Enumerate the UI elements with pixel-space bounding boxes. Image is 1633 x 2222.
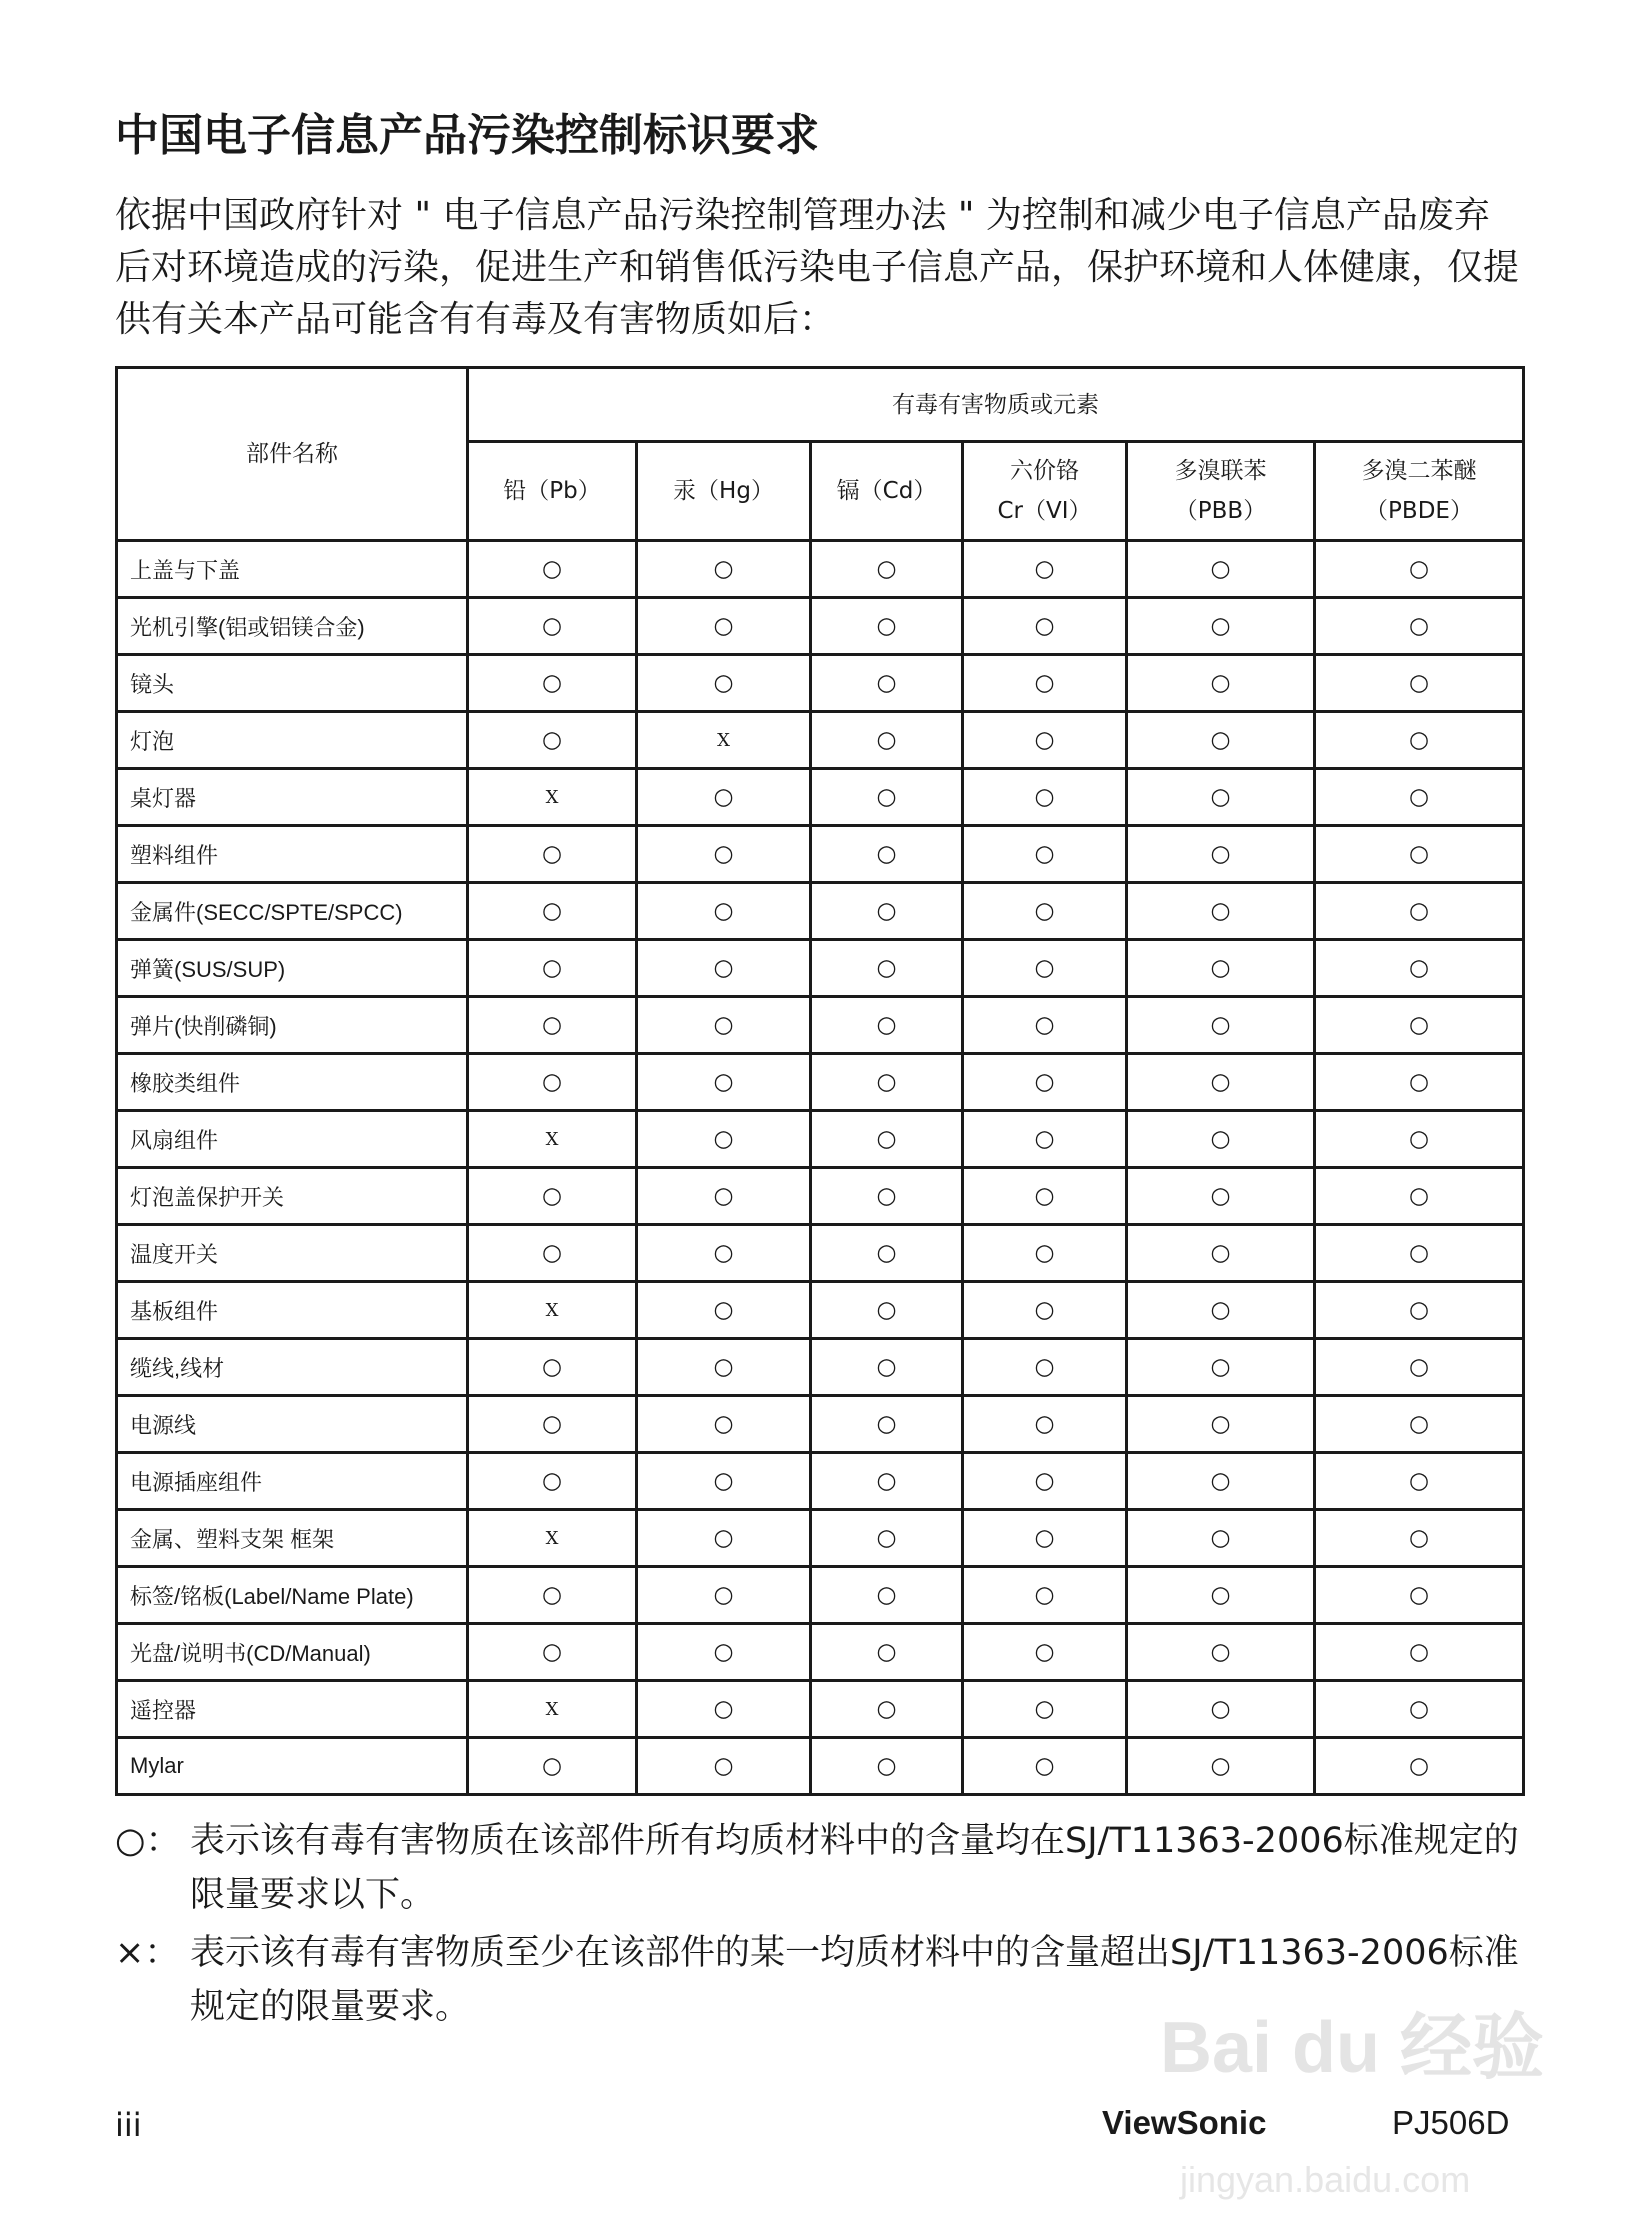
table-row <box>117 1681 1524 1738</box>
substance-cell: ○ <box>468 1567 637 1624</box>
substance-cell: ○ <box>1127 1453 1315 1510</box>
substance-cell: ○ <box>963 655 1127 712</box>
substance-cell: ○ <box>468 940 637 997</box>
legend-notes <box>115 1814 1522 2034</box>
part-name-cell: 温度开关 <box>117 1225 468 1282</box>
substance-cell: ○ <box>963 1738 1127 1795</box>
column-header <box>468 442 637 541</box>
part-name-cell: 电源线 <box>117 1396 468 1453</box>
substance-cell: ○ <box>1315 1738 1524 1795</box>
column-header <box>963 442 1127 541</box>
substance-cell: ○ <box>963 940 1127 997</box>
part-name-cell: 弹片(快削磷铜) <box>117 997 468 1054</box>
substance-cell: ○ <box>637 1453 811 1510</box>
part-name-cell: 弹簧(SUS/SUP) <box>117 940 468 997</box>
substance-cell: ○ <box>468 826 637 883</box>
note-text: 表示该有毒有害物质至少在该部件的某一均质材料中的含量超出SJ/T11363-2006标准规定的限量要求。 <box>190 1933 1519 2027</box>
table-row <box>117 1339 1524 1396</box>
substance-cell: X <box>468 769 637 826</box>
table-row <box>117 1738 1524 1795</box>
part-name-cell: 桌灯器 <box>117 769 468 826</box>
substance-cell: ○ <box>1127 997 1315 1054</box>
substance-cell: ○ <box>637 1567 811 1624</box>
substance-cell: ○ <box>468 598 637 655</box>
column-header <box>1127 442 1315 541</box>
table-row <box>117 769 1524 826</box>
substance-cell: ○ <box>963 1624 1127 1681</box>
substance-cell: ○ <box>1315 883 1524 940</box>
table-row <box>117 1282 1524 1339</box>
substance-cell: ○ <box>811 598 963 655</box>
intro-paragraph: 依据中国政府针对 " 电子信息产品污染控制管理办法 " 为控制和减少电子信息产品废弃后对环境造成的污染，促进生产和销售低污染电子信息产品，保护环境和人体健康，仅提供有关本产品可能含有有毒及有害物质如后： <box>115 195 1520 340</box>
substance-cell: X <box>468 1282 637 1339</box>
table-row <box>117 1510 1524 1567</box>
table-row <box>117 541 1524 598</box>
baidu-watermark-logo: Bai du 经验 <box>1160 2008 1545 2088</box>
table-row <box>117 826 1524 883</box>
substance-cell: ○ <box>963 997 1127 1054</box>
column-header-line1: 多溴联苯 <box>1174 458 1267 484</box>
substance-cell: ○ <box>811 712 963 769</box>
substance-cell: X <box>468 1111 637 1168</box>
substance-cell: ○ <box>637 1225 811 1282</box>
substance-cell: ○ <box>468 1168 637 1225</box>
table-row <box>117 1111 1524 1168</box>
column-header <box>637 442 811 541</box>
model-name: PJ506D <box>1392 2104 1510 2141</box>
substance-cell: ○ <box>1127 1054 1315 1111</box>
part-name-header: 部件名称 <box>117 368 468 541</box>
table-row <box>117 1054 1524 1111</box>
column-header <box>811 442 963 541</box>
substance-cell: ○ <box>637 1054 811 1111</box>
substance-cell: ○ <box>1127 712 1315 769</box>
substance-cell: ○ <box>1127 1567 1315 1624</box>
column-header-line2: Cr（VI） <box>997 498 1092 524</box>
substance-cell: ○ <box>1127 1225 1315 1282</box>
note-circle <box>115 1814 1522 1922</box>
substance-cell: ○ <box>1127 1738 1315 1795</box>
substance-cell: ○ <box>811 1453 963 1510</box>
column-header-line1: 镉（Cd） <box>836 478 937 504</box>
substance-cell: ○ <box>811 1339 963 1396</box>
substance-cell: ○ <box>811 883 963 940</box>
substance-cell: ○ <box>1127 940 1315 997</box>
substance-cell: ○ <box>637 1738 811 1795</box>
substance-cell: ○ <box>637 883 811 940</box>
substance-cell: ○ <box>811 1510 963 1567</box>
table-row <box>117 1567 1524 1624</box>
note-text: 表示该有毒有害物质在该部件所有均质材料中的含量均在SJ/T11363-2006标准规定的限量要求以下。 <box>190 1821 1519 1915</box>
substance-cell: ○ <box>963 712 1127 769</box>
hazardous-substances-table <box>115 366 1525 1796</box>
column-header <box>1315 442 1524 541</box>
substance-cell: ○ <box>637 940 811 997</box>
table-row <box>117 712 1524 769</box>
substance-cell: ○ <box>1127 1396 1315 1453</box>
substance-cell: ○ <box>1315 826 1524 883</box>
substance-cell: ○ <box>1315 1510 1524 1567</box>
substance-cell: ○ <box>637 1168 811 1225</box>
cross-symbol: ×： <box>115 1933 180 1973</box>
substance-cell: ○ <box>637 1624 811 1681</box>
part-name-cell: 塑料组件 <box>117 826 468 883</box>
substance-cell: ○ <box>811 1225 963 1282</box>
substance-cell: ○ <box>1315 1111 1524 1168</box>
part-name-cell: 灯泡盖保护开关 <box>117 1168 468 1225</box>
substances-group-header: 有毒有害物质或元素 <box>468 368 1524 442</box>
table-row <box>117 1396 1524 1453</box>
substance-cell: ○ <box>963 1282 1127 1339</box>
substance-cell: ○ <box>1127 1681 1315 1738</box>
substance-cell: X <box>637 712 811 769</box>
table-row <box>117 997 1524 1054</box>
substance-cell: ○ <box>811 541 963 598</box>
substance-cell: ○ <box>1315 1054 1524 1111</box>
part-name-cell: 风扇组件 <box>117 1111 468 1168</box>
substance-cell: ○ <box>1315 997 1524 1054</box>
substance-cell: X <box>468 1681 637 1738</box>
substance-cell: ○ <box>637 1396 811 1453</box>
substance-cell: ○ <box>1315 1168 1524 1225</box>
part-name-cell: 光机引擎(铝或铝镁合金) <box>117 598 468 655</box>
table-row <box>117 1453 1524 1510</box>
substance-cell: ○ <box>1315 1453 1524 1510</box>
table-row <box>117 598 1524 655</box>
substance-cell: ○ <box>811 997 963 1054</box>
substance-cell: ○ <box>1127 1282 1315 1339</box>
part-name-cell: 镜头 <box>117 655 468 712</box>
substance-cell: ○ <box>811 940 963 997</box>
part-name-cell: 光盘/说明书(CD/Manual) <box>117 1624 468 1681</box>
substance-cell: ○ <box>468 1738 637 1795</box>
substance-cell: ○ <box>468 655 637 712</box>
substance-cell: ○ <box>1315 1339 1524 1396</box>
substance-cell: ○ <box>1127 883 1315 940</box>
table-row <box>117 940 1524 997</box>
table-row <box>117 1624 1524 1681</box>
substance-cell: ○ <box>963 541 1127 598</box>
substance-cell: ○ <box>637 1681 811 1738</box>
substance-cell: ○ <box>637 655 811 712</box>
substance-cell: ○ <box>963 1510 1127 1567</box>
substance-cell: ○ <box>1315 1681 1524 1738</box>
part-name-cell: 橡胶类组件 <box>117 1054 468 1111</box>
substance-cell: ○ <box>637 541 811 598</box>
column-header-line1: 六价铬 <box>1010 458 1079 484</box>
part-name-cell: 基板组件 <box>117 1282 468 1339</box>
substance-cell: ○ <box>1315 1624 1524 1681</box>
substance-cell: ○ <box>468 541 637 598</box>
table-row <box>117 883 1524 940</box>
substance-cell: ○ <box>1315 1225 1524 1282</box>
substance-cell: ○ <box>468 997 637 1054</box>
substance-cell: ○ <box>811 1567 963 1624</box>
part-name-cell: 遥控器 <box>117 1681 468 1738</box>
substance-cell: ○ <box>1127 598 1315 655</box>
column-header-line1: 汞（Hg） <box>673 478 774 504</box>
substance-cell: ○ <box>963 1339 1127 1396</box>
substance-cell: ○ <box>811 1396 963 1453</box>
part-name-cell: 缆线,线材 <box>117 1339 468 1396</box>
substance-cell: ○ <box>1127 826 1315 883</box>
substance-cell: ○ <box>637 1339 811 1396</box>
table-row <box>117 1225 1524 1282</box>
column-header-line2: （PBDE） <box>1365 498 1473 524</box>
substance-cell: ○ <box>637 826 811 883</box>
substance-cell: ○ <box>468 1624 637 1681</box>
baidu-watermark-url: jingyan.baidu.com <box>1180 2159 1471 2200</box>
substance-cell: ○ <box>811 1624 963 1681</box>
substance-cell: ○ <box>963 1453 1127 1510</box>
table-row <box>117 655 1524 712</box>
substance-cell: ○ <box>468 1396 637 1453</box>
substance-cell: ○ <box>468 1453 637 1510</box>
part-name-cell: Mylar <box>117 1738 468 1795</box>
substance-cell: ○ <box>468 1225 637 1282</box>
substance-cell: ○ <box>1127 1624 1315 1681</box>
substance-cell: ○ <box>811 1738 963 1795</box>
part-name-cell: 电源插座组件 <box>117 1453 468 1510</box>
substance-cell: ○ <box>1315 655 1524 712</box>
substance-cell: ○ <box>637 1111 811 1168</box>
substance-cell: ○ <box>637 598 811 655</box>
substance-cell: ○ <box>1315 940 1524 997</box>
substance-cell: ○ <box>468 1339 637 1396</box>
substance-cell: ○ <box>963 769 1127 826</box>
substance-cell: ○ <box>963 598 1127 655</box>
page-title: 中国电子信息产品污染控制标识要求 <box>115 110 819 161</box>
page-content <box>115 108 1522 2038</box>
page-number: iii <box>115 2106 142 2144</box>
substance-cell: ○ <box>1315 598 1524 655</box>
column-header-line1: 多溴二苯醚 <box>1361 458 1477 484</box>
substance-cell: ○ <box>1127 1510 1315 1567</box>
substance-cell: ○ <box>1127 655 1315 712</box>
substance-cell: ○ <box>811 655 963 712</box>
substance-cell: ○ <box>963 1054 1127 1111</box>
substance-cell: ○ <box>637 1282 811 1339</box>
substance-cell: ○ <box>1315 1396 1524 1453</box>
substance-cell: ○ <box>1127 1339 1315 1396</box>
column-header-line2: （PBB） <box>1174 498 1267 524</box>
substance-cell: ○ <box>1315 769 1524 826</box>
substance-cell: ○ <box>1315 1282 1524 1339</box>
brand-name: ViewSonic <box>1102 2104 1267 2141</box>
substance-cell: ○ <box>1315 1567 1524 1624</box>
substance-cell: ○ <box>963 826 1127 883</box>
substance-cell: ○ <box>963 1225 1127 1282</box>
substance-cell: ○ <box>811 826 963 883</box>
substance-cell: ○ <box>811 1282 963 1339</box>
part-name-cell: 金属件(SECC/SPTE/SPCC) <box>117 883 468 940</box>
substance-cell: ○ <box>811 1111 963 1168</box>
substance-cell: ○ <box>1127 1111 1315 1168</box>
substance-cell: ○ <box>637 997 811 1054</box>
substance-cell: ○ <box>468 712 637 769</box>
substance-cell: ○ <box>1127 541 1315 598</box>
substance-cell: ○ <box>1315 712 1524 769</box>
substance-cell: ○ <box>811 1681 963 1738</box>
substance-cell: ○ <box>811 1054 963 1111</box>
table-row <box>117 1168 1524 1225</box>
substance-cell: ○ <box>963 1111 1127 1168</box>
substance-cell: ○ <box>811 769 963 826</box>
substance-cell: ○ <box>811 1168 963 1225</box>
part-name-cell: 上盖与下盖 <box>117 541 468 598</box>
substance-cell: ○ <box>963 1567 1127 1624</box>
substance-cell: ○ <box>963 1396 1127 1453</box>
substance-cell: ○ <box>637 769 811 826</box>
substance-cell: ○ <box>468 1054 637 1111</box>
substance-cell: ○ <box>1127 769 1315 826</box>
substance-cell: ○ <box>963 1681 1127 1738</box>
substance-cell: ○ <box>1127 1168 1315 1225</box>
circle-symbol: ○： <box>115 1821 181 1861</box>
part-name-cell: 灯泡 <box>117 712 468 769</box>
part-name-cell: 标签/铭板(Label/Name Plate) <box>117 1567 468 1624</box>
substance-cell: ○ <box>1315 541 1524 598</box>
column-header-line1: 铅（Pb） <box>503 478 601 504</box>
substance-cell: ○ <box>468 883 637 940</box>
substance-cell: X <box>468 1510 637 1567</box>
substance-cell: ○ <box>963 1168 1127 1225</box>
part-name-cell: 金属、塑料支架 框架 <box>117 1510 468 1567</box>
substance-cell: ○ <box>963 883 1127 940</box>
substance-cell: ○ <box>637 1510 811 1567</box>
